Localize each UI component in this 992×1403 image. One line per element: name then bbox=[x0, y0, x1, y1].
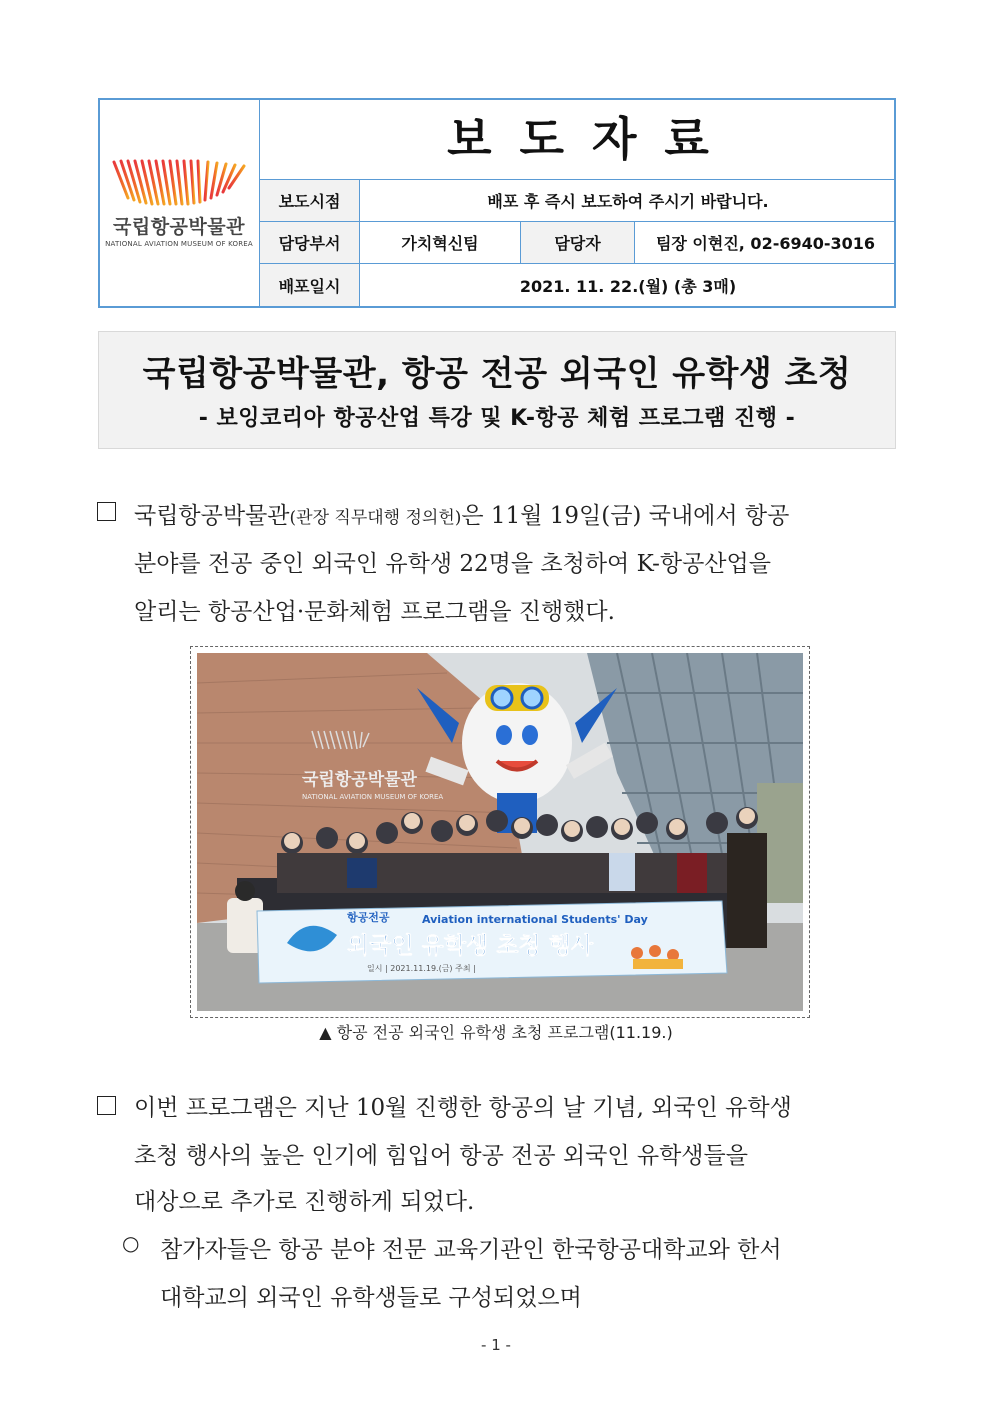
bullet-circle-icon: ○ bbox=[122, 1231, 140, 1255]
date-label: 배포일시 bbox=[260, 264, 360, 306]
date-row bbox=[260, 264, 896, 306]
photo-frame bbox=[190, 646, 810, 1018]
page-number: - 1 - bbox=[481, 1336, 511, 1354]
logo-name-en: NATIONAL AVIATION MUSEUM OF KOREA bbox=[105, 240, 253, 248]
date-value: 2021. 11. 22.(월) (총 3매) bbox=[519, 276, 737, 296]
para1-aside: (관장 직무대행 정의헌) bbox=[289, 508, 462, 528]
banner-en-label: Aviation international Students' Day bbox=[422, 913, 648, 926]
document-title: 보도자료 bbox=[260, 100, 896, 180]
logo-name-kr: 국립항공박물관 bbox=[113, 216, 245, 238]
photo-caption: ▲ 항공 전공 외국인 유학생 초청 프로그램(11.19.) bbox=[319, 1023, 673, 1042]
para1-line2: 분야를 전공 중인 외국인 유학생 22명을 초청하여 K-항공산업을 bbox=[134, 551, 771, 577]
checkbox-icon bbox=[97, 502, 116, 521]
bullet1-line2: 대학교의 외국인 유학생들로 구성되었으며 bbox=[160, 1285, 582, 1311]
para1-line1 bbox=[134, 497, 789, 530]
para2-line3: 대상으로 추가로 진행하게 되었다. bbox=[134, 1189, 475, 1215]
press-release-header bbox=[98, 98, 896, 308]
contact-value: 팀장 이현진, 02-6940-3016 bbox=[655, 234, 876, 253]
event-banner bbox=[257, 901, 727, 983]
logo-wing-icon bbox=[112, 158, 248, 210]
dept-row bbox=[260, 222, 896, 264]
banner-date: 일시 | 2021.11.19.(금) 주최 | bbox=[367, 964, 476, 973]
checkbox-icon bbox=[97, 1096, 116, 1115]
banner-small-label: 항공전공 bbox=[347, 911, 390, 924]
banner-main-title: 외국인 유학생 초청 행사 bbox=[347, 933, 594, 959]
dept-label: 담당부서 bbox=[260, 222, 360, 263]
bullet1-line1: 참가자들은 항공 분야 전문 교육기관인 한국항공대학교와 한서 bbox=[160, 1237, 782, 1263]
building-sign-kr: 국립항공박물관 bbox=[302, 770, 417, 790]
group-photo bbox=[197, 653, 803, 1011]
para1-line1-rest: 은 11월 19일(금) 국내에서 항공 bbox=[461, 503, 790, 529]
para1-line3: 알리는 항공산업·문화체험 프로그램을 진행했다. bbox=[134, 599, 615, 625]
para2-line2: 초청 행사의 높은 인기에 힘입어 항공 전공 외국인 유학생들을 bbox=[134, 1143, 748, 1169]
dept-value: 가치혁신팀 bbox=[360, 222, 521, 263]
para1-subject: 국립항공박물관 bbox=[134, 503, 290, 529]
para2-line1: 이번 프로그램은 지난 10월 진행한 항공의 날 기념, 외국인 유학생 bbox=[134, 1095, 792, 1121]
museum-logo bbox=[100, 100, 260, 306]
release-value: 배포 후 즉시 보도하여 주시기 바랍니다. bbox=[487, 192, 769, 211]
building-sign-en: NATIONAL AVIATION MUSEUM OF KOREA bbox=[302, 793, 444, 801]
headline-title: 국립항공박물관, 항공 전공 외국인 유학생 초청 bbox=[142, 354, 852, 394]
headline-subtitle: - 보잉코리아 항공산업 특강 및 K-항공 체험 프로그램 진행 - bbox=[198, 406, 796, 431]
contact-label: 담당자 bbox=[521, 222, 635, 263]
headline-box bbox=[98, 331, 896, 449]
release-row bbox=[260, 180, 896, 222]
release-label: 보도시점 bbox=[260, 180, 360, 221]
